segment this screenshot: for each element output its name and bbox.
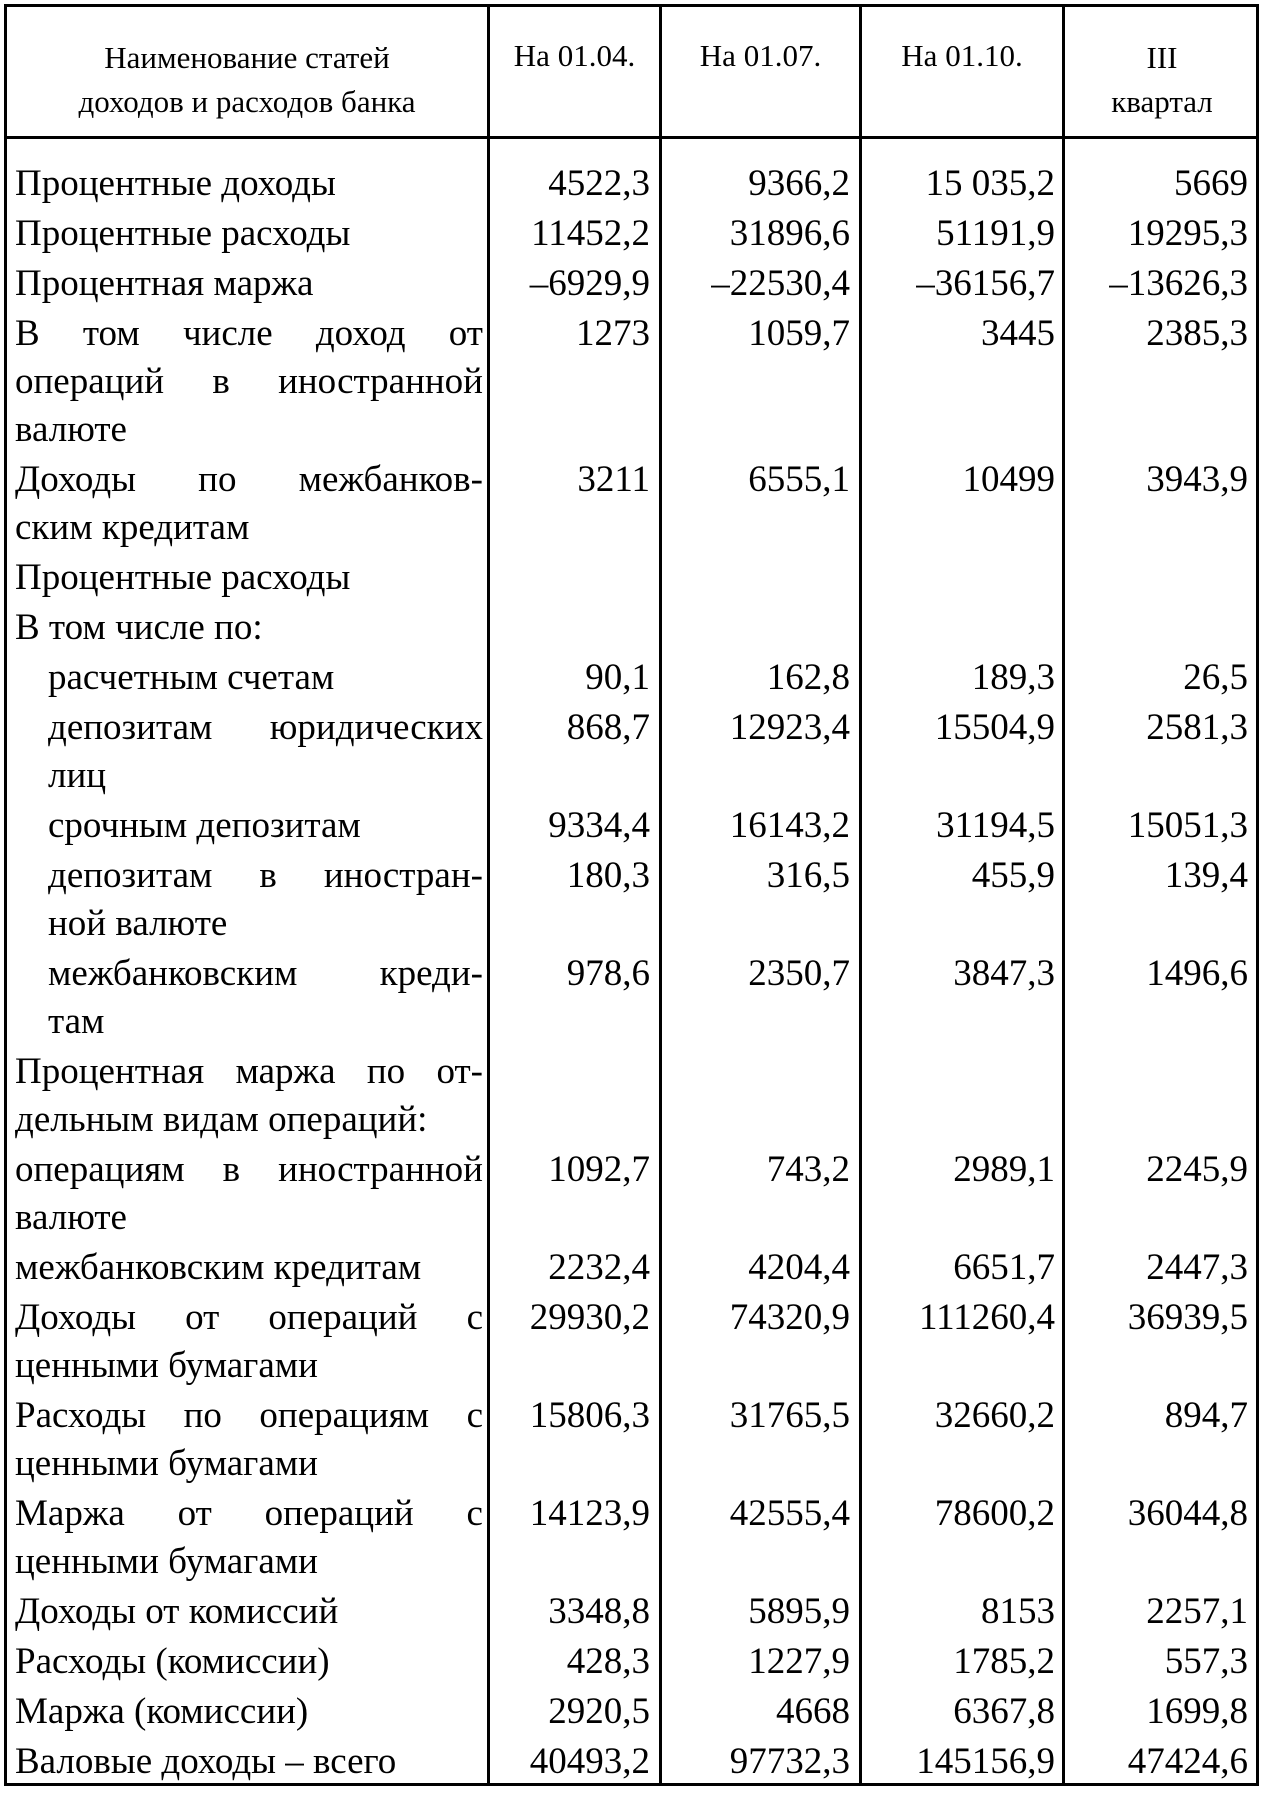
cell-value: 1785,2 [953, 1641, 1055, 1682]
row-label-text: Маржа (комиссии) [15, 1691, 309, 1732]
row-label-word: в [222, 1149, 241, 1190]
row-label-line [15, 1048, 483, 1096]
row-label-line [48, 752, 483, 800]
cell-value: 6651,7 [953, 1247, 1055, 1288]
cell-value: 29930,2 [529, 1297, 650, 1338]
row-label-line [15, 456, 483, 504]
row-label [15, 160, 483, 208]
cell-value: 1699,8 [1146, 1691, 1248, 1732]
row-label-line [15, 1244, 483, 1292]
cell-value: 6555,1 [748, 459, 850, 500]
row-label-line [15, 1096, 483, 1144]
row-label-line [15, 260, 483, 308]
row-label-line [15, 1588, 483, 1636]
row-label-word: Расходы [15, 1395, 147, 1436]
row-label-text: ценными бумагами [15, 1443, 318, 1484]
header-col1-label: На 01.04. [513, 38, 636, 73]
row-label-word: Маржа [15, 1493, 125, 1534]
row-label [48, 802, 483, 850]
header-col2 [662, 30, 859, 134]
header-col4 [1065, 30, 1259, 130]
cell-value: 19295,3 [1127, 213, 1248, 254]
cell-value: 3943,9 [1146, 459, 1248, 500]
cell-value: 36044,8 [1127, 1493, 1248, 1534]
cell-value: 74320,9 [729, 1297, 850, 1338]
cell-value: 90,1 [585, 657, 650, 698]
row-label-word: иностранной [278, 1149, 483, 1190]
row-label-text: срочным депозитам [48, 805, 361, 846]
row-label-line [15, 310, 483, 358]
cell-value: 2920,5 [548, 1691, 650, 1732]
cell-value: 180,3 [566, 855, 650, 896]
row-label-line [15, 1194, 483, 1242]
cell-value: 162,8 [766, 657, 850, 698]
row-label-word: с [466, 1297, 483, 1338]
row-label-word: том [82, 313, 140, 354]
header-col4-line2: квартал [1111, 84, 1213, 119]
cell-value: 1496,6 [1146, 953, 1248, 994]
cell-value: 2245,9 [1146, 1149, 1248, 1190]
cell-value: 3211 [577, 459, 650, 500]
cell-value: 1059,7 [748, 313, 850, 354]
row-label-text: там [48, 1001, 105, 1042]
cell-value: 2581,3 [1146, 707, 1248, 748]
row-label-line [15, 358, 483, 406]
row-label-line [48, 704, 483, 752]
cell-value: 31194,5 [936, 805, 1055, 846]
cell-value: 2989,1 [953, 1149, 1055, 1190]
row-label-word: числе [182, 313, 273, 354]
row-label-text: ценными бумагами [15, 1345, 318, 1386]
row-label [15, 1738, 483, 1786]
row-label-line [15, 1294, 483, 1342]
cell-value: 15806,3 [529, 1395, 650, 1436]
row-label [15, 1688, 483, 1736]
header-name-column [7, 30, 487, 130]
cell-value: 36939,5 [1127, 1297, 1248, 1338]
row-label-word: операций [268, 1297, 418, 1338]
row-label-word: иностран- [323, 855, 483, 896]
row-label-word: маржа [235, 1051, 336, 1092]
header-col3-label: На 01.10. [901, 38, 1023, 73]
cell-value: 2257,1 [1146, 1591, 1248, 1632]
row-label-word: Процентная [15, 1051, 205, 1092]
row-label-line [48, 998, 483, 1046]
cell-value: 1273 [576, 313, 650, 354]
cell-value: 2350,7 [748, 953, 850, 994]
cell-value: 42555,4 [729, 1493, 850, 1534]
cell-value: 14123,9 [529, 1493, 650, 1534]
row-label [15, 260, 483, 308]
header-name-line1: Наименование статей [104, 40, 390, 75]
row-label-text: Процентные расходы [15, 213, 351, 254]
cell-value: 2385,3 [1146, 313, 1248, 354]
cell-value: 15 035,2 [925, 163, 1055, 204]
row-label-text: межбанковским кредитам [15, 1247, 422, 1288]
row-label-line [15, 554, 483, 602]
row-label-line [15, 504, 483, 552]
cell-value: 47424,6 [1127, 1741, 1248, 1782]
row-label [48, 704, 483, 800]
cell-value: 15504,9 [934, 707, 1055, 748]
row-label [48, 852, 483, 948]
cell-value: –22530,4 [711, 263, 850, 304]
row-label-line [15, 1392, 483, 1440]
cell-value: 455,9 [971, 855, 1055, 896]
row-label-text: ским кредитам [15, 507, 250, 548]
cell-value: 32660,2 [934, 1395, 1055, 1436]
row-label-word: по [183, 1395, 222, 1436]
cell-value: 189,3 [971, 657, 1055, 698]
cell-value: 3847,3 [953, 953, 1055, 994]
cell-value: 1227,9 [748, 1641, 850, 1682]
row-label-word: с [466, 1395, 483, 1436]
row-label [15, 456, 483, 552]
cell-value: 868,7 [566, 707, 650, 748]
row-label-line [15, 160, 483, 208]
cell-value: 3348,8 [548, 1591, 650, 1632]
row-label [48, 654, 483, 702]
cell-value: 4522,3 [548, 163, 650, 204]
cell-value: 4204,4 [748, 1247, 850, 1288]
header-col3 [862, 30, 1062, 134]
row-label-word: операций [15, 361, 165, 402]
cell-value: 4668 [776, 1691, 850, 1732]
cell-value: 139,4 [1164, 855, 1248, 896]
cell-value: 97732,3 [729, 1741, 850, 1782]
row-label-word: с [466, 1493, 483, 1534]
row-label-text: ценными бумагами [15, 1541, 318, 1582]
row-label-word: юридических [269, 707, 483, 748]
row-label [15, 210, 483, 258]
row-label-line [15, 1538, 483, 1586]
row-label-word: Доходы [15, 1297, 137, 1338]
row-label-text: расчетным счетам [48, 657, 335, 698]
cell-value: 12923,4 [729, 707, 850, 748]
row-label-word: по [366, 1051, 406, 1092]
row-label-text: В том числе по: [15, 607, 263, 648]
row-label-word: депозитам [48, 707, 213, 748]
cell-value: 2232,4 [548, 1247, 650, 1288]
row-label [15, 1588, 483, 1636]
header-col2-label: На 01.07. [699, 38, 822, 73]
row-label-line [48, 900, 483, 948]
row-label-line [15, 1738, 483, 1786]
row-label-line [15, 1146, 483, 1194]
cell-value: 5895,9 [748, 1591, 850, 1632]
cell-value: 9366,2 [748, 163, 850, 204]
cell-value: 111260,4 [918, 1297, 1055, 1338]
row-label-line [15, 1342, 483, 1390]
cell-value: 15051,3 [1127, 805, 1248, 846]
cell-value: 9334,4 [548, 805, 650, 846]
row-label-text: Валовые доходы – всего [15, 1741, 397, 1782]
row-label-text: Процентные расходы [15, 557, 351, 598]
row-label-line [48, 654, 483, 702]
row-label-line [48, 802, 483, 850]
row-label-word: межбанковским [48, 953, 298, 994]
row-label [15, 310, 483, 454]
cell-value: –13626,3 [1109, 263, 1248, 304]
row-label [15, 554, 483, 602]
row-label-text: ной валюте [48, 903, 228, 944]
header-col1 [490, 30, 659, 134]
cell-value: 26,5 [1183, 657, 1248, 698]
cell-value: 743,2 [766, 1149, 850, 1190]
row-label-word: креди- [379, 953, 483, 994]
row-label-word: операций [264, 1493, 414, 1534]
row-label [15, 1244, 483, 1292]
row-label-text: Процентная маржа [15, 263, 314, 304]
cell-value: 31765,5 [729, 1395, 850, 1436]
row-label-text: валюте [15, 409, 127, 450]
cell-value: 51191,9 [936, 213, 1055, 254]
row-label [15, 604, 483, 652]
row-label-text: Доходы от комиссий [15, 1591, 339, 1632]
row-label-word: депозитам [48, 855, 213, 896]
row-label-word: Доходы [15, 459, 137, 500]
cell-value: 1092,7 [548, 1149, 650, 1190]
cell-value: 11452,2 [531, 213, 650, 254]
row-label-line [15, 1440, 483, 1488]
row-label-text: лиц [48, 755, 107, 796]
row-label-word: операциям [259, 1395, 430, 1436]
row-label-text: Расходы (комиссии) [15, 1641, 330, 1682]
cell-value: 40493,2 [529, 1741, 650, 1782]
cell-value: 16143,2 [729, 805, 850, 846]
cell-value: 10499 [962, 459, 1055, 500]
cell-value: 557,3 [1164, 1641, 1248, 1682]
column-divider [659, 4, 662, 1786]
cell-value: 3445 [981, 313, 1055, 354]
row-label [15, 1146, 483, 1242]
row-label-line [15, 1490, 483, 1538]
cell-value: 428,3 [566, 1641, 650, 1682]
row-label [15, 1048, 483, 1144]
row-label-word: операциям [15, 1149, 185, 1190]
row-label-word: от [448, 313, 483, 354]
cell-value: 2447,3 [1146, 1247, 1248, 1288]
row-label-line [15, 1688, 483, 1736]
cell-value: 31896,6 [729, 213, 850, 254]
row-label [15, 1294, 483, 1390]
header-name-line2: доходов и расходов банка [78, 84, 416, 119]
row-label [15, 1638, 483, 1686]
row-label-line [15, 210, 483, 258]
cell-value: –36156,7 [916, 263, 1055, 304]
row-label-line [15, 604, 483, 652]
row-label-text: Процентные доходы [15, 163, 336, 204]
cell-value: 5669 [1174, 163, 1248, 204]
cell-value: 8153 [981, 1591, 1055, 1632]
cell-value: 78600,2 [934, 1493, 1055, 1534]
row-label-word: в [212, 361, 230, 402]
row-label-word: от- [436, 1051, 483, 1092]
row-label-word: межбанков- [298, 459, 483, 500]
cell-value: 894,7 [1164, 1395, 1248, 1436]
cell-value: 6367,8 [953, 1691, 1055, 1732]
row-label-word: от [177, 1493, 212, 1534]
header-divider [4, 136, 1259, 139]
row-label-word: доход [315, 313, 406, 354]
row-label-word: в [259, 855, 277, 896]
row-label [15, 1392, 483, 1488]
row-label-word: В [15, 313, 40, 354]
column-divider [487, 4, 490, 1786]
row-label [48, 950, 483, 1046]
cell-value: 145156,9 [916, 1741, 1055, 1782]
cell-value: 978,6 [566, 953, 650, 994]
row-label [15, 1490, 483, 1586]
row-label-line [48, 950, 483, 998]
row-label-line [15, 1638, 483, 1686]
column-divider [859, 4, 862, 1786]
header-col4-line1: III [1146, 40, 1178, 75]
row-label-word: от [185, 1297, 220, 1338]
row-label-text: валюте [15, 1197, 127, 1238]
row-label-text: дельным видам операций: [15, 1099, 428, 1140]
column-divider [1062, 4, 1065, 1786]
cell-value: –6929,9 [529, 263, 650, 304]
row-label-word: по [198, 459, 237, 500]
cell-value: 316,5 [766, 855, 850, 896]
row-label-line [15, 406, 483, 454]
row-label-word: иностранной [278, 361, 483, 402]
row-label-line [48, 852, 483, 900]
